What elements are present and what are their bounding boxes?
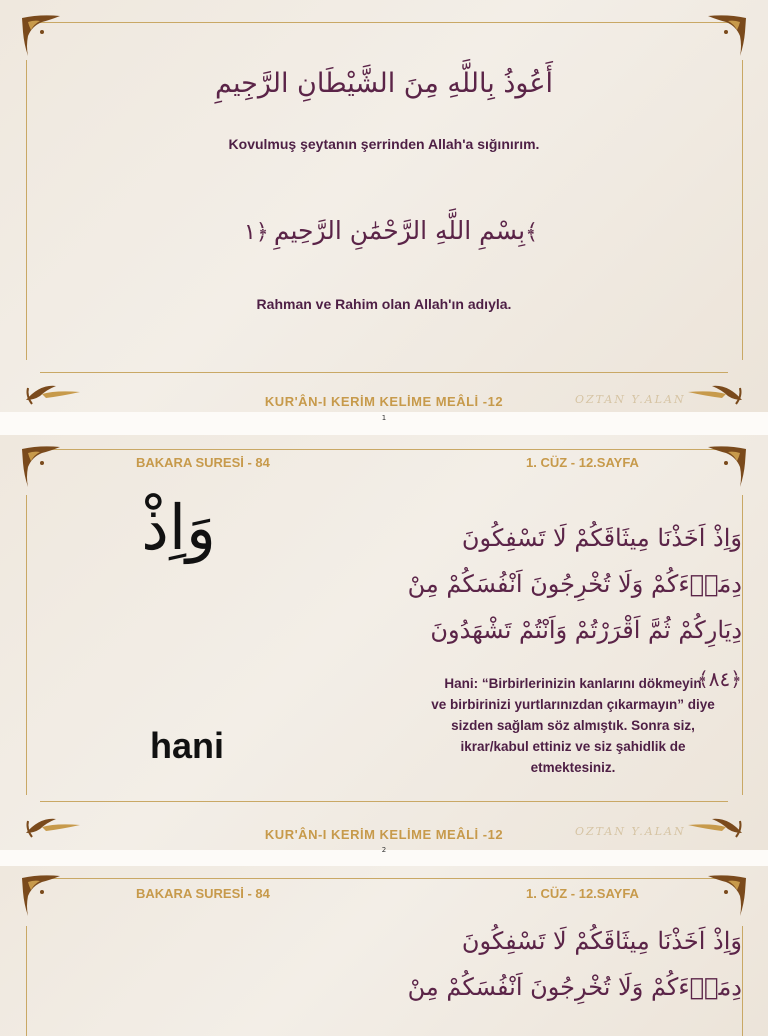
page-card-1: [0, 0, 768, 412]
verse-line: دِمَاۤءَكُمْ وَلَا تُخْرِجُونَ اَنْفُسَكُمْ مِنْ: [407, 973, 742, 1001]
word-meaning: hani: [150, 725, 225, 766]
verse-number-ornament: ﴿٨٤﴾: [697, 667, 742, 691]
juz-label: 1. CÜZ - 12.SAYFA: [526, 886, 639, 901]
page-number: 1: [381, 414, 387, 422]
corner-ornament-icon: [702, 443, 748, 489]
verse-line: دِيَارِكُمْ ثُمَّ اَقْرَرْتُمْ وَاَنْتُمْ تَشْهَدُونَ: [430, 616, 742, 644]
corner-ornament-icon: [20, 443, 66, 489]
meaning-line: ve birbirinizi yurtlarınızdan çıkarmayın” diye: [431, 697, 715, 712]
right-border-line: [742, 60, 743, 360]
footer-title: KUR'ÂN-I KERİM KELİME MEÂLİ -12: [264, 827, 504, 842]
corner-ornament-icon: [20, 12, 66, 58]
istiaza-arabic: أَعُوذُ بِاللَّهِ مِنَ الشَّيْطَانِ الرَّجِيمِ: [215, 68, 553, 99]
verse-number-ornament: ﴿١ ﴾: [244, 220, 538, 245]
top-border-line: [40, 449, 728, 450]
istiaza-meaning: Kovulmuş şeytanın şerrinden Allah'a sığınırım.: [228, 136, 540, 152]
top-border-line: [40, 22, 728, 23]
basmala-block: [0, 216, 768, 245]
bottom-border-line: [40, 372, 728, 373]
page-card-3: [0, 866, 768, 1036]
corner-ornament-icon: [702, 872, 748, 918]
meaning-line: ikrar/kabul ettiniz ve siz şahidlik de etmektesiniz.: [460, 739, 686, 775]
verse-number: ٨٤: [708, 667, 731, 691]
left-border-line: [26, 495, 27, 795]
meaning-line: sizden sağlam söz almıştık. Sonra siz,: [451, 718, 695, 733]
corner-ornament-icon: [702, 12, 748, 58]
verse-line: وَاِذْ اَخَذْنَا مِيثَاقَكُمْ لَا تَسْفِكُونَ: [461, 927, 742, 955]
word-arabic: وَاِذْ: [141, 491, 216, 564]
verse-line: وَاِذْ اَخَذْنَا مِيثَاقَكُمْ لَا تَسْفِكُونَ: [461, 524, 742, 552]
verse-arabic-block: [392, 918, 742, 1010]
right-border-line: [742, 495, 743, 795]
left-border-line: [26, 60, 27, 360]
meaning-line: Hani: “Birbirlerinizin kanlarını dökmeyin: [444, 676, 702, 691]
surah-label: BAKARA SURESİ - 84: [136, 886, 270, 901]
author-watermark: OZTAN Y.ALAN: [575, 393, 686, 406]
surah-label: BAKARA SURESİ - 84: [136, 455, 270, 470]
verse-meaning: [420, 673, 726, 778]
bottom-border-line: [40, 801, 728, 802]
page-card-2: [0, 435, 768, 850]
juz-label: 1. CÜZ - 12.SAYFA: [526, 455, 639, 470]
verse-line: دِمَاۤءَكُمْ وَلَا تُخْرِجُونَ اَنْفُسَكُمْ مِنْ: [407, 570, 742, 598]
left-border-line: [26, 926, 27, 1036]
author-watermark: OZTAN Y.ALAN: [575, 825, 686, 838]
basmala-verse-number: ١: [244, 220, 256, 245]
right-border-line: [742, 926, 743, 1036]
top-border-line: [40, 878, 728, 879]
footer-title: KUR'ÂN-I KERİM KELİME MEÂLİ -12: [264, 394, 504, 409]
basmala-arabic: بِسْمِ اللَّهِ الرَّحْمَٰنِ الرَّحِيمِ: [273, 216, 526, 245]
basmala-meaning: Rahman ve Rahim olan Allah'ın adıyla.: [256, 296, 512, 312]
corner-ornament-icon: [20, 872, 66, 918]
page-number: 2: [381, 846, 387, 854]
